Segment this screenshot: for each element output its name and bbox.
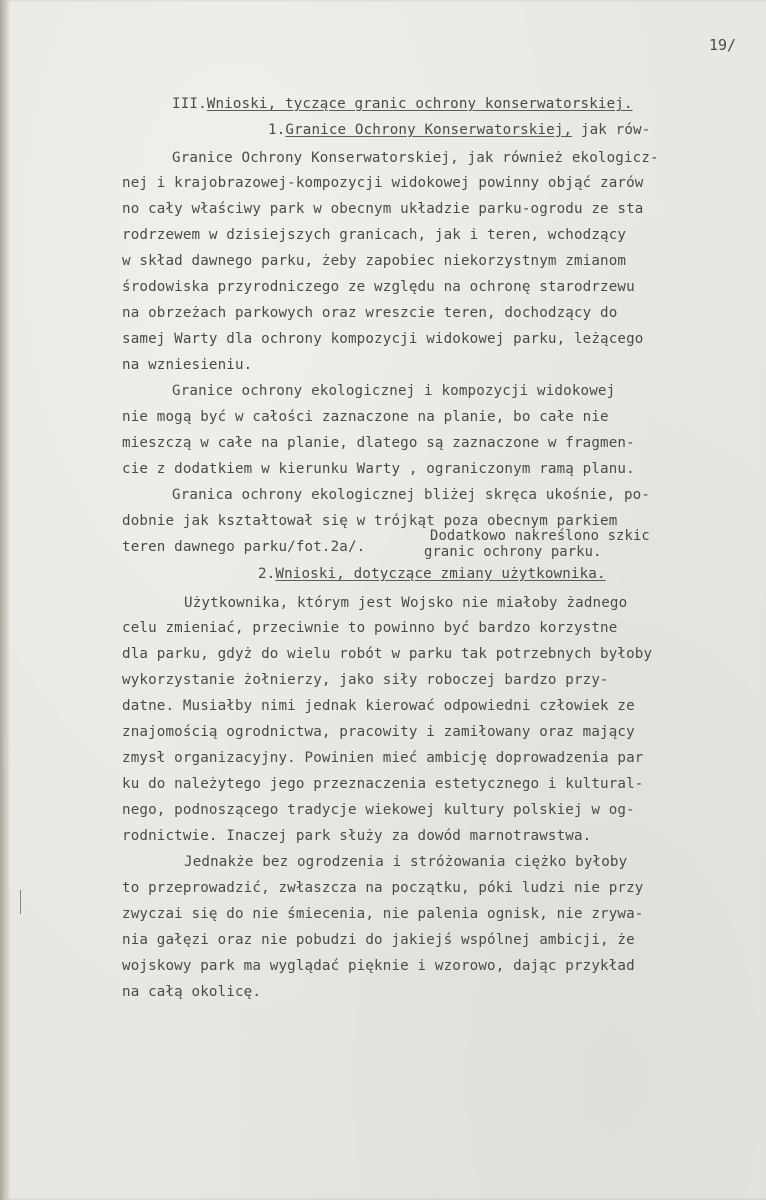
subsection-1-title-tail: jak rów-: [572, 122, 651, 138]
insert-note-line: Dodatkowo nakreślono szkic: [430, 528, 650, 544]
paragraph-1-line: na wzniesieniu.: [122, 357, 253, 373]
paragraph-4-line: wykorzystanie żołnierzy, jako siły roboczej bardzo przy-: [122, 672, 609, 688]
paragraph-3-line: Granica ochrony ekologicznej bliżej skręca ukośnie, po-: [172, 487, 651, 503]
paragraph-4-line: rodnictwie. Inaczej park służy za dowód marnotrawstwa.: [122, 828, 592, 844]
paragraph-4-line: ku do należytego jego przeznaczenia estetycznego i kultural-: [122, 776, 644, 792]
subsection-2-heading: [258, 565, 606, 583]
paragraph-4-line: Użytkownika, którym jest Wojsko nie miałoby żadnego: [184, 595, 628, 611]
margin-mark: [20, 890, 21, 914]
page-number: 19/: [709, 36, 737, 54]
paragraph-1-line: Granice Ochrony Konserwatorskiej, jak również ekologicz-: [172, 150, 659, 166]
paragraph-4-line: zmysł organizacyjny. Powinien mieć ambicję doprowadzenia par: [122, 750, 644, 766]
paragraph-5-line: zwyczai się do nie śmiecenia, nie palenia ognisk, nie zrywa-: [122, 906, 644, 922]
paragraph-1-line: no cały właściwy park w obecnym układzie parku-ogrodu ze sta: [122, 201, 644, 217]
typewritten-page: [6, 0, 766, 1200]
paragraph-4-line: dla parku, gdyż do wielu robót w parku tak potrzebnych byłoby: [122, 646, 653, 662]
paragraph-4-line: znajomością ogrodnictwa, pracowity i zamiłowany oraz mający: [122, 724, 635, 740]
insert-note-line: granic ochrony parku.: [424, 544, 602, 560]
paragraph-1-line: w skład dawnego parku, żeby zapobiec niekorzystnym zmianom: [122, 253, 627, 269]
paragraph-4-line: celu zmieniać, przeciwnie to powinno być bardzo korzystne: [122, 620, 618, 636]
paragraph-2-line: cie z dodatkiem w kierunku Warty , ograniczonym ramą planu.: [122, 461, 635, 477]
paragraph-1-line: środowiska przyrodniczego ze względu na ochronę starodrzewu: [122, 279, 635, 295]
paragraph-3-line: dobnie jak kształtował się w trójkąt poza obecnym parkiem: [122, 513, 618, 529]
paragraph-1-line: samej Warty dla ochrony kompozycji widokowej parku, leżącego: [122, 331, 644, 347]
paragraph-5-line: to przeprowadzić, zwłaszcza na początku, póki ludzi nie przy: [122, 880, 644, 896]
paragraph-5-line: nia gałęzi oraz nie pobudzi do jakiejś wspólnej ambicji, że: [122, 932, 635, 948]
paragraph-4-line: nego, podnoszącego tradycje wiekowej kultury polskiej w og-: [122, 802, 635, 818]
section-number: III.: [172, 96, 207, 112]
paragraph-5-line: na całą okolicę.: [122, 984, 262, 1000]
paragraph-2-line: Granice ochrony ekologicznej i kompozycji widokowej: [172, 383, 616, 399]
subsection-1-heading: [268, 121, 650, 139]
section-title: Wnioski, tyczące granic ochrony konserwatorskiej.: [206, 96, 633, 112]
paragraph-2-line: mieszczą w całe na planie, dlatego są zaznaczone w fragmen-: [122, 435, 635, 451]
subsection-1-title: Granice Ochrony Konserwatorskiej,: [285, 122, 573, 138]
paragraph-2-line: nie mogą być w całości zaznaczone na planie, bo całe nie: [122, 409, 609, 425]
subsection-2-title: Wnioski, dotyczące zmiany użytkownika.: [275, 566, 606, 582]
paragraph-1-line: na obrzeżach parkowych oraz wreszcie teren, dochodzący do: [122, 305, 618, 321]
paragraph-1-line: rodrzewem w dzisiejszych granicach, jak i teren, wchodzący: [122, 227, 627, 243]
paragraph-1-line: nej i krajobrazowej-kompozycji widokowej powinny objąć zarów: [122, 175, 644, 191]
paragraph-4-line: datne. Musiałby nimi jednak kierować odpowiedni człowiek ze: [122, 698, 635, 714]
section-heading: [172, 95, 633, 113]
subsection-1-number: 1.: [268, 122, 286, 138]
paragraph-3-line: teren dawnego parku/fot.2a/.: [122, 539, 366, 555]
paragraph-5-line: wojskowy park ma wyglądać pięknie i wzorowo, dając przykład: [122, 958, 635, 974]
subsection-2-number: 2.: [258, 566, 276, 582]
paragraph-5-line: Jednakże bez ogrodzenia i stróżowania ciężko byłoby: [184, 854, 628, 870]
